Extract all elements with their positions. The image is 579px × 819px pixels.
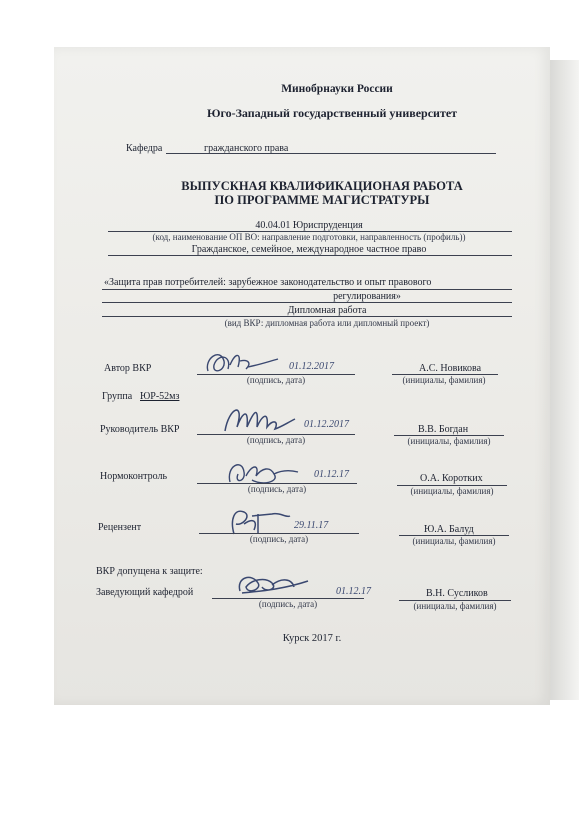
head-sign-caption: (подпись, дата) (258, 599, 318, 609)
supervisor-sign-date: 01.12.2017 (304, 419, 349, 430)
group-label: Группа (102, 391, 133, 402)
program-profile: Гражданское, семейное, международное частное право (191, 244, 427, 255)
program-code: 40.04.01 Юриспруденция (255, 220, 363, 231)
work-type-underline (102, 316, 512, 317)
adjacent-page-edge (550, 60, 579, 700)
department-underline (166, 153, 496, 154)
department-value: гражданского права (204, 143, 289, 154)
reviewer-sign-date: 29.11.17 (294, 520, 329, 531)
supervisor-sign-caption: (подпись, дата) (246, 435, 306, 445)
document-photo (54, 47, 550, 705)
department-label: Кафедра (126, 143, 163, 154)
reviewer-label: Рецензент (98, 522, 142, 533)
head-name-caption: (инициалы, фамилия) (413, 601, 497, 611)
head-name: В.Н. Сусликов (426, 588, 488, 599)
profile-underline (108, 255, 512, 256)
author-name: А.С. Новикова (419, 363, 482, 374)
group-value: ЮР-52мз (140, 391, 180, 402)
head-label: Заведующий кафедрой (96, 587, 194, 598)
reviewer-name: Ю.А. Балуд (424, 524, 474, 535)
admitted-label: ВКР допущена к защите: (96, 566, 203, 577)
author-sign-caption: (подпись, дата) (246, 375, 306, 385)
topic-line-1: «Защита прав потребителей: зарубежное законодательство и опыт правового (104, 277, 432, 288)
university-name: Юго-Западный государственный университет (206, 106, 458, 120)
topic-line-2: регулирования» (333, 291, 401, 302)
head-sign-date: 01.12.17 (336, 586, 371, 597)
supervisor-label: Руководитель ВКР (100, 424, 180, 435)
normcontrol-name-caption: (инициалы, фамилия) (410, 486, 494, 496)
supervisor-name: В.В. Богдан (418, 424, 469, 435)
reviewer-name-caption: (инициалы, фамилия) (412, 536, 496, 546)
author-name-caption: (инициалы, фамилия) (402, 375, 486, 385)
program-caption: (код, наименование ОП ВО: направление подготовки, направленность (профиль)) (152, 232, 466, 242)
city-year: Курск 2017 г. (282, 633, 342, 644)
normcontrol-name: О.А. Коротких (420, 473, 483, 484)
ministry-name: Минобрнауки России (281, 83, 393, 95)
topic-underline-2 (102, 302, 512, 303)
work-type-caption: (вид ВКР: дипломная работа или дипломный проект) (224, 318, 430, 328)
title-line-2: ПО ПРОГРАММЕ МАГИСТРАТУРЫ (214, 193, 430, 207)
normcontrol-sign-caption: (подпись, дата) (247, 484, 307, 494)
author-sign-date: 01.12.2017 (289, 361, 334, 372)
work-type-value: Дипломная работа (287, 305, 367, 316)
supervisor-name-caption: (инициалы, фамилия) (407, 436, 491, 446)
topic-underline-1 (102, 289, 512, 290)
title-line-1: ВЫПУСКНАЯ КВАЛИФИКАЦИОНАЯ РАБОТА (181, 179, 463, 193)
normcontrol-sign-date: 01.12.17 (314, 469, 349, 480)
reviewer-sign-caption: (подпись, дата) (249, 534, 309, 544)
author-label: Автор ВКР (104, 363, 152, 374)
normcontrol-label: Нормоконтроль (100, 471, 168, 482)
